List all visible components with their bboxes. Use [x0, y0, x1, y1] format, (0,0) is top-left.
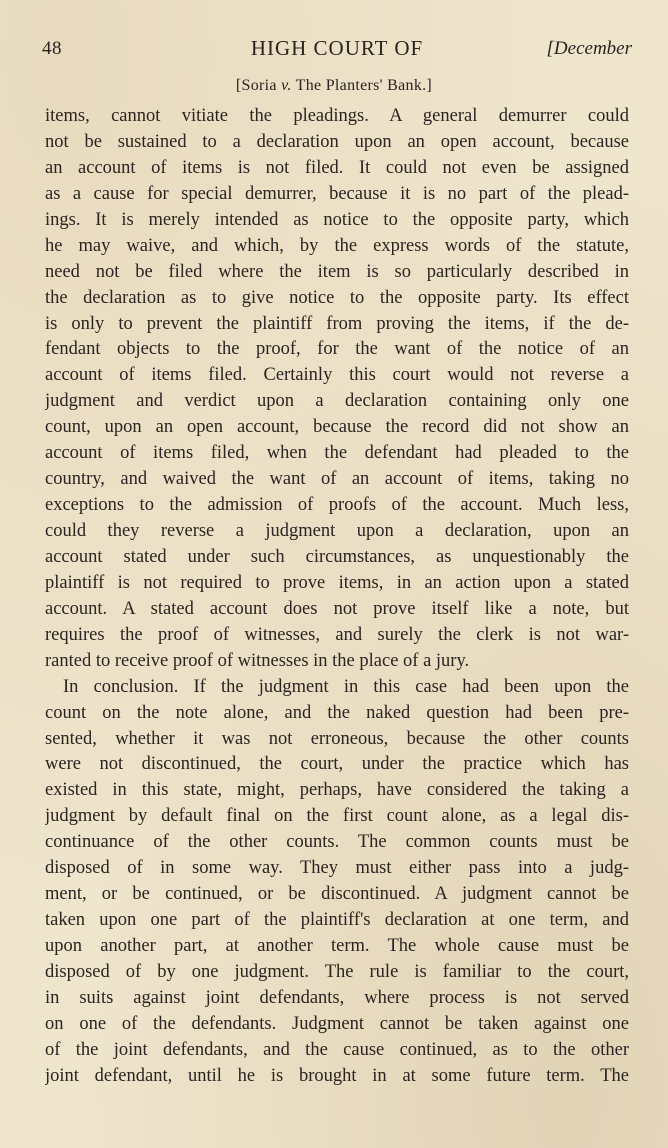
text-line: requires the proof of witnesses, and surely the clerk is not war-	[45, 624, 629, 645]
text-line: need not be filed where the item is so particularly described in	[45, 261, 629, 282]
text-line: not be sustained to a declaration upon an open account, because	[45, 131, 629, 152]
running-header	[42, 36, 632, 66]
text-line: he may waive, and which, by the express words of the statute,	[45, 235, 629, 256]
text-line: were not discontinued, the court, under the practice which has	[45, 754, 629, 775]
text-line: existed in this state, might, perhaps, have considered the taking a	[45, 780, 629, 801]
text-line: ranted to receive proof of witnesses in the place of a jury.	[45, 650, 470, 671]
text-line: the declaration as to give notice to the opposite party. Its effect	[45, 287, 629, 308]
case-caption	[0, 77, 668, 95]
text-line: fendant objects to the proof, for the want of the notice of an	[45, 339, 629, 360]
text-line: on one of the defendants. Judgment cannot be taken against one	[45, 1013, 629, 1034]
text-line: items, cannot vitiate the pleadings. A general demurrer could	[45, 106, 629, 126]
case-caption-rest: The Planters' Bank.]	[291, 77, 433, 94]
text-line: account. A stated account does not prove itself like a note, but	[45, 598, 629, 619]
case-caption-open: [Soria	[235, 77, 282, 94]
text-line: is only to prevent the plaintiff from proving the items, if the de-	[45, 313, 629, 334]
text-line: judgment by default final on the first count alone, as a legal dis-	[45, 806, 629, 827]
case-caption-versus: v.	[281, 77, 292, 94]
text-line: in suits against joint defendants, where process is not served	[45, 987, 629, 1008]
text-line: count on the note alone, and the naked question had been pre-	[45, 702, 629, 723]
text-line: upon another part, at another term. The whole cause must be	[45, 936, 629, 956]
text-line: an account of items is not filed. It could not even be assigned	[45, 157, 629, 178]
running-title: HIGH COURT OF	[250, 36, 424, 60]
text-line: sented, whether it was not erroneous, because the other counts	[45, 728, 629, 749]
text-line: as a cause for special demurrer, because it is no part of the plead-	[45, 183, 629, 204]
running-date: [December	[546, 38, 632, 59]
text-line: plaintiff is not required to prove items, in an action upon a stated	[45, 572, 629, 593]
text-line: country, and waived the want of an account of items, taking no	[45, 469, 629, 490]
text-line: of the joint defendants, and the cause continued, as to the other	[45, 1039, 629, 1060]
text-line: exceptions to the admission of proofs of the account. Much less,	[45, 495, 629, 516]
text-line: joint defendant, until he is brought in at some future term. The	[45, 1065, 629, 1086]
text-line: taken upon one part of the plaintiff's declaration at one term, and	[45, 910, 629, 931]
text-line: ment, or be continued, or be discontinued. A judgment cannot be	[45, 884, 629, 905]
text-line: ings. It is merely intended as notice to the opposite party, which	[45, 209, 629, 230]
text-line: judgment and verdict upon a declaration containing only one	[45, 391, 629, 412]
text-line: account of items filed. Certainly this court would not reverse a	[45, 365, 629, 386]
text-line: disposed of by one judgment. The rule is familiar to the court,	[45, 961, 629, 982]
text-line: account stated under such circumstances, as unquestionably the	[45, 546, 629, 567]
text-line: disposed of in some way. They must either pass into a judg-	[45, 858, 629, 879]
text-line: could they reverse a judgment upon a declaration, upon an	[45, 521, 629, 541]
paragraph-start-line: In conclusion. If the judgment in this case had been upon the	[63, 676, 629, 697]
body-text	[45, 104, 629, 1090]
text-line: count, upon an open account, because the record did not show an	[45, 417, 629, 438]
page-number: 48	[42, 38, 62, 59]
text-line: continuance of the other counts. The common counts must be	[45, 832, 629, 853]
text-line: account of items filed, when the defendant had pleaded to the	[45, 443, 629, 464]
